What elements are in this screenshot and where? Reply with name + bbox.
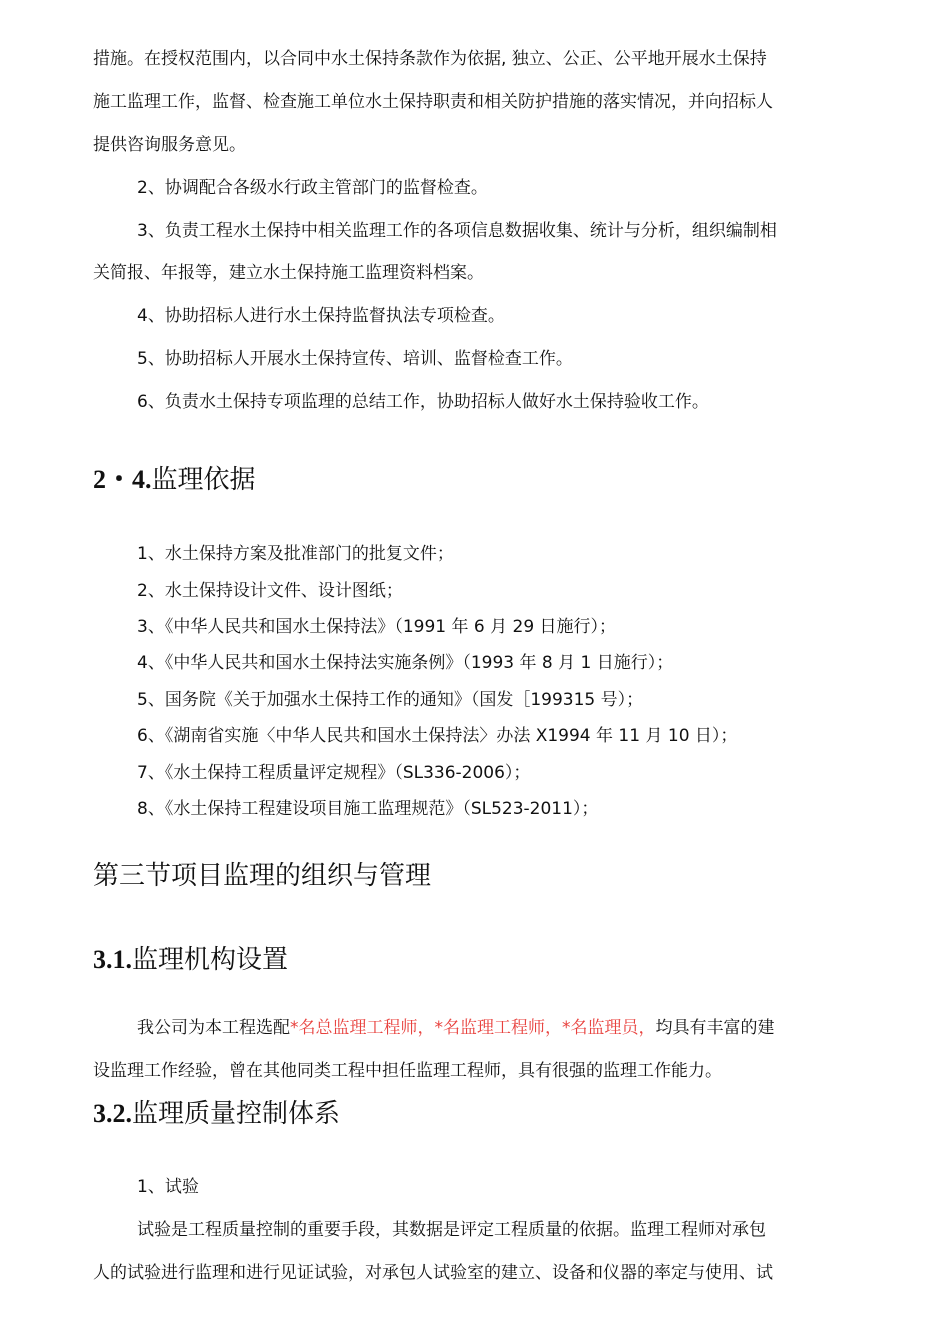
- basis-item: 4、《中华人民共和国水土保持法实施条例》（1993 年 8 月 1 日施行）；: [137, 653, 674, 673]
- duties-item-4: 4、协助招标人进行水土保持监督执法专项检查。: [137, 306, 505, 326]
- duties-item-2: 2、协调配合各级水行政主管部门的监督检查。: [137, 178, 488, 198]
- org-prefix: 我公司为本工程选配: [137, 1018, 290, 1038]
- duties-item-6: 6、负责水土保持专项监理的总结工作，协助招标人做好水土保持验收工作。: [137, 392, 709, 412]
- heading-supervision-basis: [93, 464, 256, 496]
- heading-number: 3.1.: [93, 945, 132, 974]
- basis-item: 6、《湖南省实施〈中华人民共和国水土保持法〉办法 X1994 年 11 月 10 日）；: [137, 726, 738, 746]
- org-highlight: *名总监理工程师，*名监理工程师，*名监理员，: [290, 1018, 656, 1038]
- quality-item-1: 1、试验: [137, 1177, 199, 1197]
- quality-paragraph-line-1: 试验是工程质量控制的重要手段，其数据是评定工程质量的依据。监理工程师对承包: [137, 1220, 766, 1240]
- duties-line-1: 措施。在授权范围内，以合同中水土保持条款作为依据, 独立、公正、公平地开展水土保持: [93, 49, 767, 69]
- heading-quality-control: [93, 1098, 340, 1130]
- chapter-heading: 第三节项目监理的组织与管理: [93, 861, 432, 891]
- basis-item: 5、国务院《关于加强水土保持工作的通知》（国发［199315 号）；: [137, 690, 644, 710]
- basis-item: 3、《中华人民共和国水土保持法》（1991 年 6 月 29 日施行）；: [137, 617, 617, 637]
- heading-title: 监理机构设置: [132, 945, 289, 975]
- heading-organization-setup: [93, 944, 288, 976]
- heading-number: 3.2.: [93, 1099, 132, 1128]
- basis-item: 7、《水土保持工程质量评定规程》（SL336-2006）；: [137, 763, 531, 783]
- org-paragraph-line-2: 设监理工作经验，曾在其他同类工程中担任监理工程师，具有很强的监理工作能力。: [93, 1061, 722, 1081]
- org-suffix: 均具有丰富的建: [655, 1018, 775, 1038]
- duties-item-3-line-2: 关简报、年报等，建立水土保持施工监理资料档案。: [93, 263, 484, 283]
- basis-item: 8、《水土保持工程建设项目施工监理规范》（SL523-2011）；: [137, 799, 599, 819]
- heading-title: 监理依据: [151, 465, 256, 495]
- duties-item-5: 5、协助招标人开展水土保持宣传、培训、监督检查工作。: [137, 349, 573, 369]
- basis-item: 1、水土保持方案及批准部门的批复文件；: [137, 544, 454, 564]
- org-paragraph-line-1: [137, 1017, 907, 1039]
- basis-item: 2、水土保持设计文件、设计图纸；: [137, 581, 403, 601]
- heading-number: 2・4.: [93, 465, 152, 494]
- duties-line-2: 施工监理工作，监督、检查施工单位水土保持职责和相关防护措施的落实情况，并向招标人: [93, 92, 773, 112]
- duties-item-3-line-1: 3、负责工程水土保持中相关监理工作的各项信息数据收集、统计与分析，组织编制相: [137, 221, 777, 241]
- heading-title: 监理质量控制体系: [132, 1099, 341, 1129]
- duties-line-3: 提供咨询服务意见。: [93, 135, 246, 155]
- quality-paragraph-line-2: 人的试验进行监理和进行见证试验，对承包人试验室的建立、设备和仪器的率定与使用、试: [93, 1263, 773, 1283]
